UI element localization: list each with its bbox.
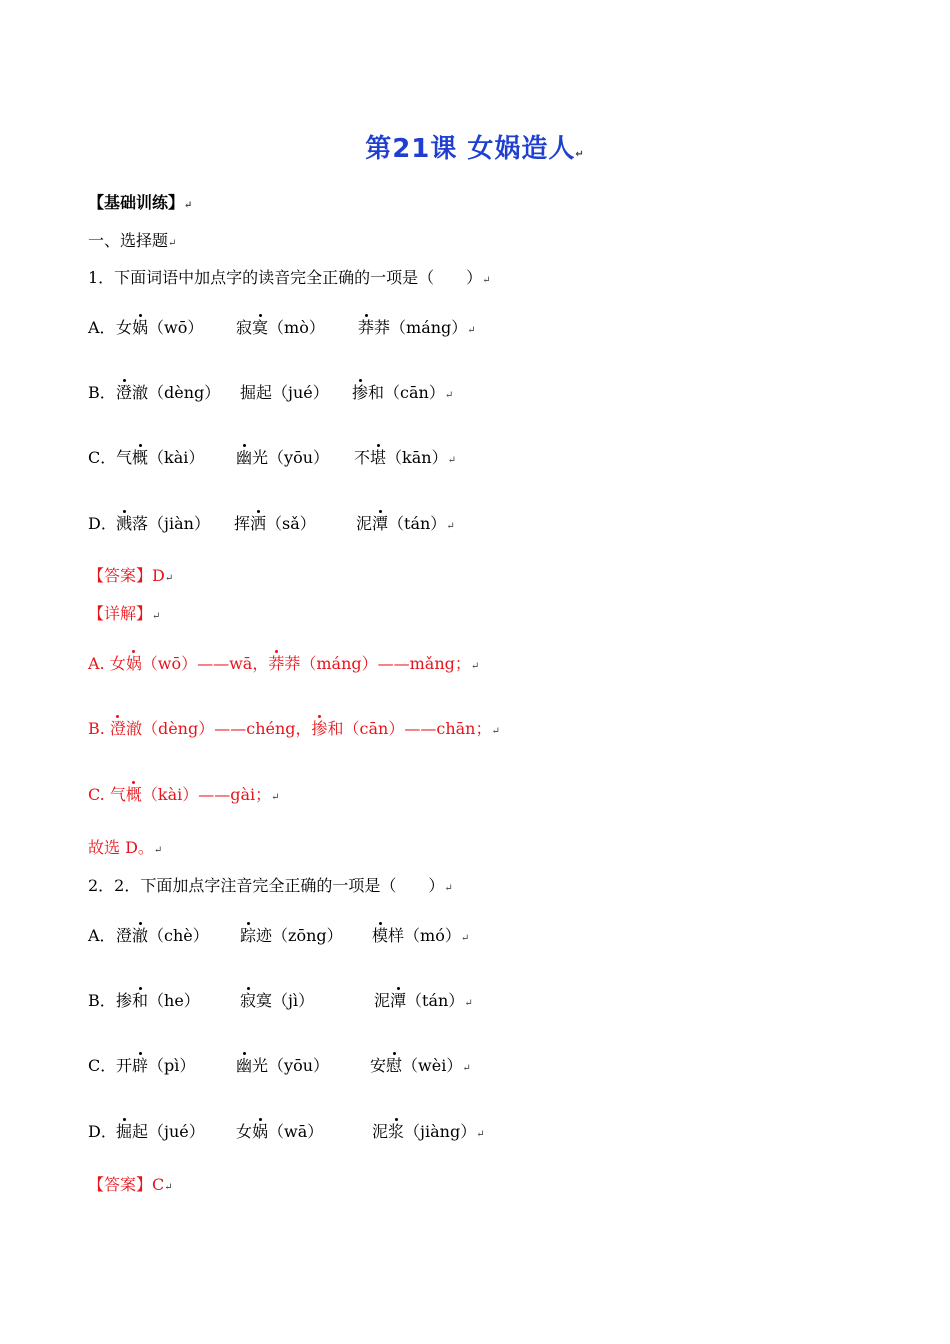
option-word: 掘起（jué） — [240, 383, 329, 402]
option-word: 莽莽（máng）↵ — [358, 318, 476, 337]
option-word: 开辟（pì） — [116, 1056, 196, 1075]
option-label: B． — [88, 991, 116, 1010]
option-word: 幽光（yōu） — [236, 1056, 330, 1075]
option-word: 掘起（jué） — [116, 1122, 205, 1141]
option-word: 澄澈（dèng） — [116, 383, 221, 402]
option-word: 泥浆（jiàng）↵ — [372, 1122, 485, 1141]
option-label: C． — [88, 448, 117, 467]
option-word: 寂寞（mò） — [236, 318, 325, 337]
q1-detail-b: B. 澄澈（dèng）——chéng，掺和（cān）——chān；↵ — [88, 719, 500, 738]
question-1-stem: 1．下面词语中加点字的读音完全正确的一项是（ ）↵ — [88, 268, 491, 287]
option-word: 溅落（jiàn） — [116, 514, 210, 533]
option-word: 挥洒（sǎ） — [234, 514, 316, 533]
option-word: 不堪（kān）↵ — [354, 448, 456, 467]
option-word: 女娲（wō） — [116, 318, 204, 337]
option-word: 掺和（cān）↵ — [352, 383, 454, 402]
q2-answer: 【答案】C↵ — [88, 1175, 173, 1194]
section-heading: 【基础训练】↵ — [88, 193, 193, 212]
option-word: 安慰（wèi）↵ — [370, 1056, 471, 1075]
option-word: 澄澈（chè） — [116, 926, 209, 945]
q1-detail-c: C. 气概（kài）——gài；↵ — [88, 785, 280, 804]
question-2-stem: 2．2．下面加点字注音完全正确的一项是（ ）↵ — [88, 876, 453, 895]
option-label: D． — [88, 514, 117, 533]
option-label: C． — [88, 1056, 117, 1075]
option-word: 泥潭（tán）↵ — [356, 514, 455, 533]
option-word: 幽光（yōu） — [236, 448, 330, 467]
option-label: A． — [88, 926, 116, 945]
q1-detail-label: 【详解】↵ — [88, 604, 161, 623]
q1-conclusion: 故选 D。↵ — [88, 838, 163, 857]
q1-answer: 【答案】D↵ — [88, 566, 174, 585]
option-word: 气概（kài） — [116, 448, 205, 467]
q1-detail-a: A. 女娲（wō）——wā，莽莽（máng）——mǎng；↵ — [88, 654, 480, 673]
option-label: B． — [88, 383, 116, 402]
option-word: 掺和（he） — [116, 991, 200, 1010]
option-word: 女娲（wā） — [236, 1122, 324, 1141]
part-heading: 一、选择题↵ — [88, 231, 177, 250]
page-title: 第21课 女娲造人↵ — [365, 134, 585, 164]
option-word: 踪迹（zōng） — [240, 926, 343, 945]
option-label: A． — [88, 318, 116, 337]
option-label: D． — [88, 1122, 117, 1141]
option-word: 泥潭（tán）↵ — [374, 991, 473, 1010]
option-word: 寂寞（jì） — [240, 991, 315, 1010]
option-word: 模样（mó）↵ — [372, 926, 470, 945]
